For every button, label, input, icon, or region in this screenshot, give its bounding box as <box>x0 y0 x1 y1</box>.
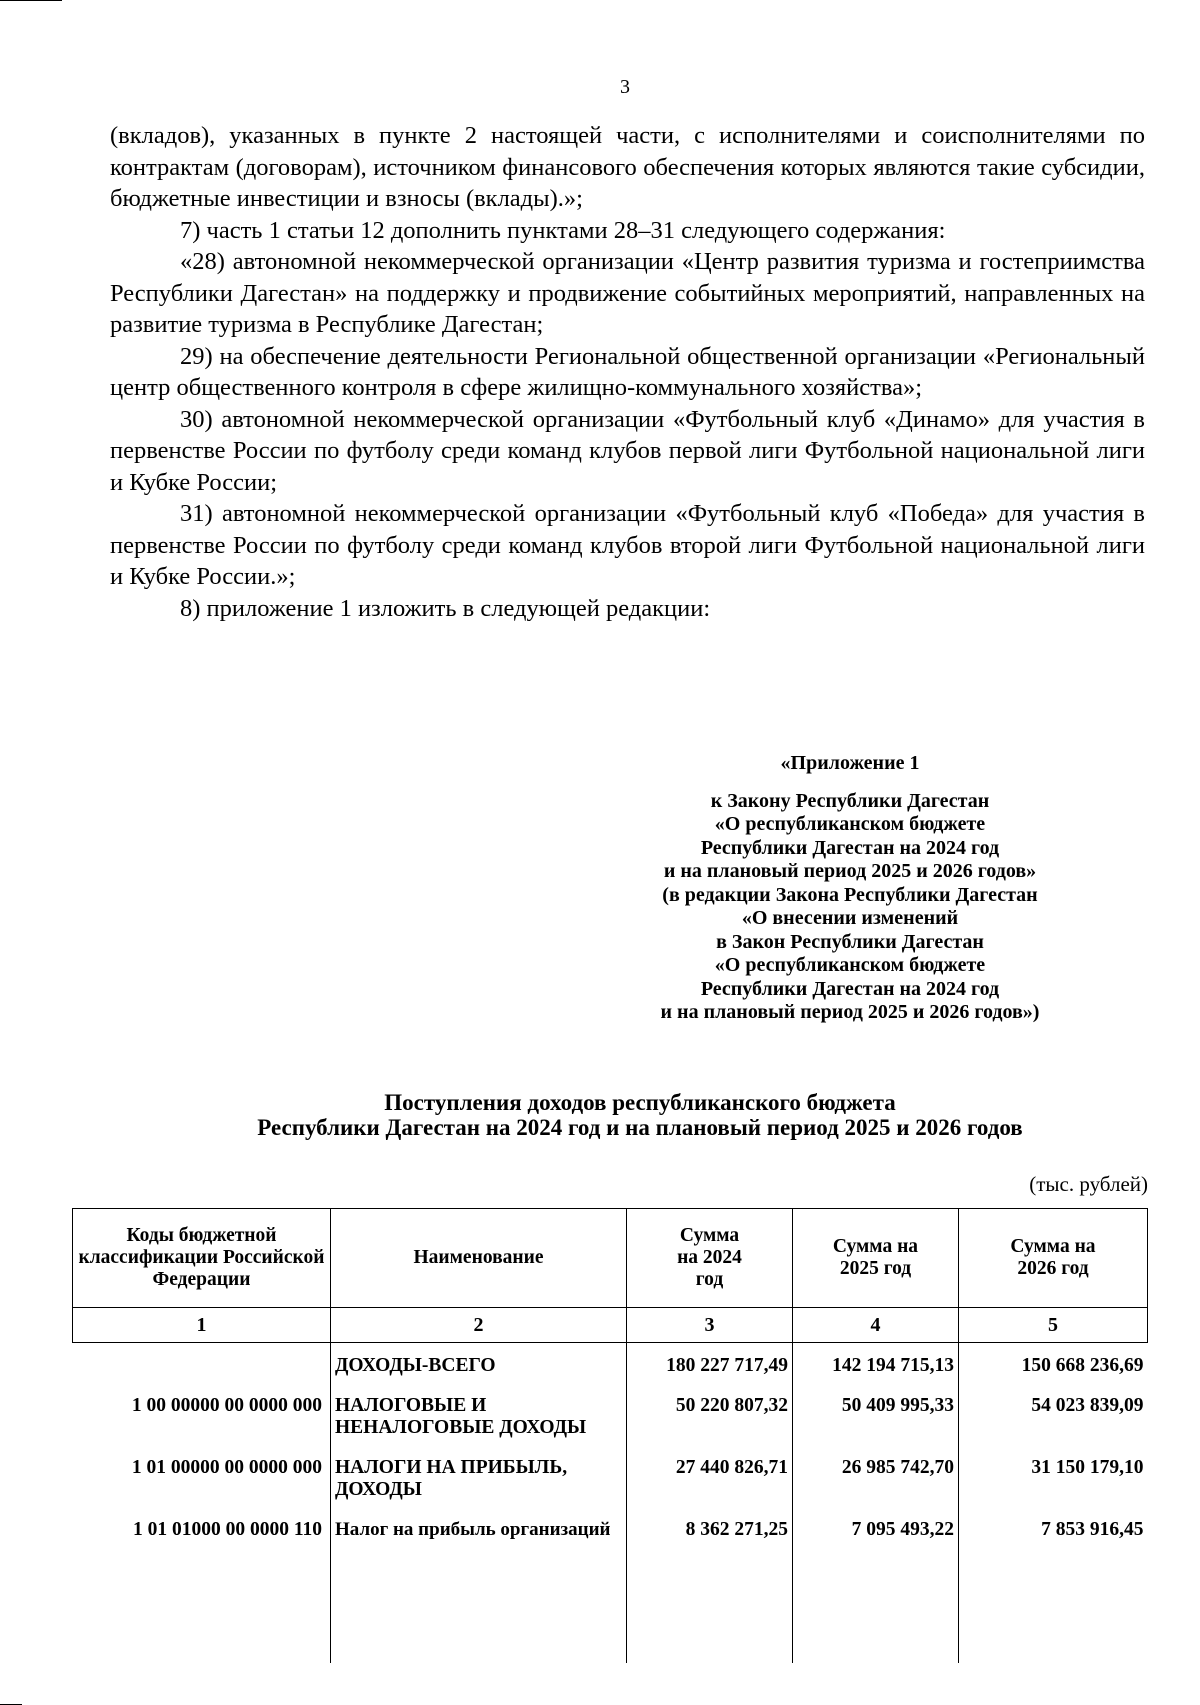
appendix-line: и на плановый период 2025 и 2026 годов» <box>663 860 1037 882</box>
paragraph: 31) автономной некоммерческой организации «Футбольный клуб «Победа» для участия в первенстве России по футболу среди команд клубов второй лиги Футбольной национальной лиги и Кубке России.»; <box>110 500 1145 590</box>
row-code: 1 01 01000 00 0000 110 <box>132 1519 322 1540</box>
appendix-line: «О республиканском бюджете <box>714 954 986 976</box>
table-spacer-row <box>73 1549 1148 1663</box>
row-sum-2024: 27 440 826,71 <box>627 1447 793 1509</box>
appendix-line: (в редакции Закона Республики Дагестан <box>662 883 1038 906</box>
paragraph: 8) приложение 1 изложить в следующей редакции: <box>180 594 711 622</box>
row-sum-2026: 54 023 839,09 <box>959 1385 1148 1447</box>
appendix-line: Республики Дагестан на 2024 год <box>700 977 1000 1000</box>
row-name: НАЛОГИ НА ПРИБЫЛЬ, ДОХОДЫ <box>331 1447 627 1509</box>
appendix-line: в Закон Республики Дагестан <box>716 930 984 953</box>
row-sum-2024: 180 227 717,49 <box>627 1343 793 1386</box>
header-sum-2026: Сумма на 2026 год <box>959 1209 1148 1308</box>
paragraph: 29) на обеспечение деятельности Региональной общественной организации «Региональный центр общественного контроля в сфере жилищно-коммунального хозяйства»; <box>110 342 1145 401</box>
header-codes: Коды бюджетной классификации Российской Федерации <box>73 1209 331 1308</box>
column-number-row <box>73 1308 1148 1343</box>
column-number: 2 <box>331 1308 627 1343</box>
appendix-line: и на плановый период 2025 и 2026 годов») <box>660 1001 1040 1023</box>
row-sum-2025: 50 409 995,33 <box>793 1385 959 1447</box>
column-number: 1 <box>73 1308 331 1343</box>
appendix-line: Республики Дагестан на 2024 год <box>700 836 1000 859</box>
appendix-line: «О республиканском бюджете <box>714 813 986 835</box>
table-row <box>73 1343 1148 1386</box>
row-sum-2024: 50 220 807,32 <box>627 1385 793 1447</box>
row-code: 1 00 00000 00 0000 000 <box>131 1395 322 1416</box>
paragraph: 30) автономной некоммерческой организации «Футбольный клуб «Динамо» для участия в первенстве России по футболу среди команд клубов первой лиги Футбольной национальной лиги и Кубке России; <box>110 405 1145 496</box>
column-number: 5 <box>959 1308 1148 1343</box>
paragraph: «28) автономной некоммерческой организации «Центр развития туризма и гостеприимства Республики Дагестан» на поддержку и продвижение событийных мероприятий, направленных на развитие туризма в Республике Дагестан; <box>110 248 1145 338</box>
appendix-header <box>585 752 1115 1025</box>
header-sum-2025: Сумма на 2025 год <box>793 1209 959 1308</box>
table-header-row <box>73 1209 1148 1308</box>
row-sum-2025: 7 095 493,22 <box>793 1509 959 1549</box>
column-number: 3 <box>627 1308 793 1343</box>
scan-edge-mark <box>0 0 62 1</box>
paragraph: 7) часть 1 статьи 12 дополнить пунктами 28–31 следующего содержания: <box>180 216 946 244</box>
table-row <box>73 1447 1148 1509</box>
row-sum-2025: 26 985 742,70 <box>793 1447 959 1509</box>
page-number: 3 <box>620 76 630 98</box>
row-name: НАЛОГОВЫЕ И НЕНАЛОГОВЫЕ ДОХОДЫ <box>331 1385 627 1447</box>
revenue-table <box>72 1208 1148 1663</box>
row-name: Налог на прибыль организаций <box>331 1509 627 1549</box>
table-title-line: Республики Дагестан на 2024 год и на плановый период 2025 и 2026 годов <box>257 1115 1023 1140</box>
row-code: 1 01 00000 00 0000 000 <box>131 1457 322 1478</box>
row-sum-2024: 8 362 271,25 <box>627 1509 793 1549</box>
appendix-line: к Закону Республики Дагестан <box>710 789 990 812</box>
appendix-title: «Приложение 1 <box>780 752 920 774</box>
table-title-line: Поступления доходов республиканского бюджета <box>384 1090 896 1115</box>
header-sum-2024: Сумма на 2024 год <box>627 1209 793 1308</box>
appendix-line: «О внесении изменений <box>741 907 959 929</box>
row-sum-2026: 150 668 236,69 <box>959 1343 1148 1386</box>
body-text <box>110 120 1145 624</box>
column-number: 4 <box>793 1308 959 1343</box>
units-label: (тыс. рублей) <box>1029 1172 1148 1196</box>
row-sum-2026: 31 150 179,10 <box>959 1447 1148 1509</box>
table-title <box>120 1090 1160 1140</box>
row-sum-2025: 142 194 715,13 <box>793 1343 959 1386</box>
header-name: Наименование <box>331 1209 627 1308</box>
table-row <box>73 1509 1148 1549</box>
paragraph: (вкладов), указанных в пункте 2 настоящей части, с исполнителями и соисполнителями по контрактам (договорам), источником финансового обеспечения которых являются такие субсидии, бюджетные инвестиции и взносы (вклады).»; <box>110 122 1145 212</box>
row-sum-2026: 7 853 916,45 <box>959 1509 1148 1549</box>
row-code <box>73 1343 331 1386</box>
row-name: ДОХОДЫ-ВСЕГО <box>331 1343 627 1386</box>
table-row <box>73 1385 1148 1447</box>
